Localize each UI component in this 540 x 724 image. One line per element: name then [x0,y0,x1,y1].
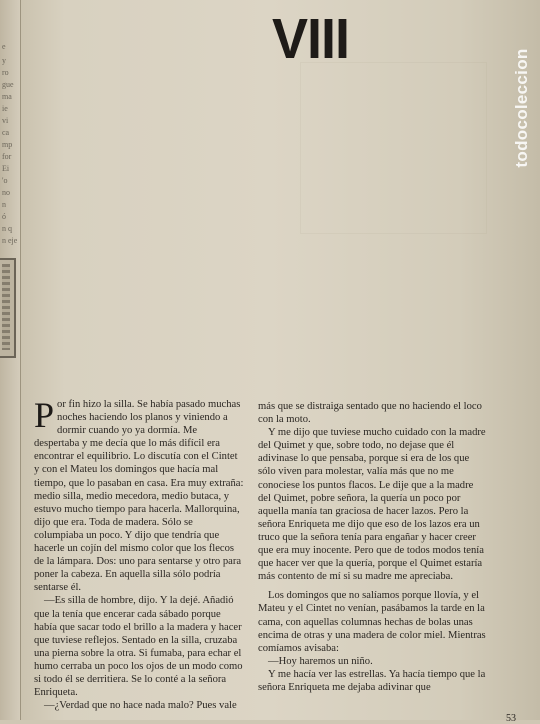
prev-page-fragment: ó [2,212,6,221]
drop-cap: P [34,395,55,435]
paragraph: —Es silla de hombre, dijo. Y la dejé. Añadió que la tenía que encerar cada sábado porque había que sacar todo el brillo a la madera y hacer que tuviese reflejos. Sentado en la silla, cruzaba una pierna sobre la otra. Si fumaba, para echar el humo cerraba un poco los ojos de un modo como si todo él se derritiera. Se lo conté a la señora Enriqueta. [34,595,243,699]
paragraph: Y me hacía ver las estrellas. Ya hacía tiempo que la señora Enriqueta me dejaba adivinar que [258,668,486,693]
watermark [508,18,536,198]
prev-page-fragment: no [2,188,10,197]
page-number: 53 [506,713,516,724]
prev-page-fragment: ro [2,68,9,77]
prev-page-fragment: n q [2,224,12,233]
prev-page-fragment: vi [2,116,9,125]
paragraph: Y me dijo que tuviese mucho cuidado con la madre del Quimet y que, sobre todo, no dejase que él adivinase lo que pensaba, porque si era de los que sólo viven para molestar, valía más que no me conociese los puntos flacos. Le dije que a la madre del Quimet, pobre señora, la quería un poco por aquella manía tan graciosa de hacer lazos. Pero la señora Enriqueta me dijo que eso de los lazos era un truco que la señora tenía para engañar y hacer creer que era muy inocente. Pero que de todos modos tenía que hacer ver que la quería, porque el Quimet estaría más contento de mí si su madre me apreciaba. [258,427,486,583]
paragraph-text: or fin hizo la silla. Se había pasado muchas noches haciendo los planos y viniendo a dormir cuando yo ya dormía. Me despertaba y me decía que lo más difícil era encontrar el equilibrio. Lo discutía con el Cintet y con el Mateu los domingos que hacía mal tiempo, que lo pasaban en casa. Era muy extraña: medio silla, medio mecedora, medio butaca, y estuvo mucho tiempo para hacerla. Mallorquina, dijo que era. Toda de madera. Sólo se columpiaba un poco. Y dijo que tendría que hacerle un cojín del mismo color que los flecos de la lámpara. Dos: uno para sentarse y otro para poner la cabeza. En aquella silla sólo podría sentarse él. [34,399,244,594]
prev-page-fragment: ca [2,128,10,137]
previous-page-illustration-edge [0,258,16,358]
prev-page-fragment: ma [2,92,12,101]
prev-page-fragment: 'o [2,176,8,185]
text-column-right [258,400,488,694]
previous-page-edge [0,0,21,720]
prev-page-fragment: gue [2,80,14,89]
paragraph: —Hoy haremos un niño. [268,655,373,667]
paragraph: Los domingos que no salíamos porque llovía, y el Mateu y el Cintet no venían, pasábamos la tarde en la cama, con aquellas columnas hechas de bolas unas encima de otras y una madera de color miel. Mientras comíamos avisaba: [258,590,486,654]
paragraph: —¿Verdad que no hace nada malo? Pues vale [44,700,237,712]
paragraph [34,395,244,594]
show-through-illustration [300,62,487,234]
text-column-left [34,395,244,712]
prev-page-fragment: for [2,152,12,161]
paragraph: más que se distraiga sentado que no haciendo el loco con la moto. [258,401,482,426]
watermark-text: todocoleccion [512,48,531,168]
chapter-title: VIII [272,7,350,71]
prev-page-fragment: e [2,42,6,51]
prev-page-fragment: y [2,56,6,65]
prev-page-fragment: n [2,200,6,209]
prev-page-fragment: Ei [2,164,10,173]
prev-page-fragment: ie [2,104,8,113]
prev-page-fragment: n eje [2,236,18,245]
prev-page-fragment: mp [2,140,13,149]
